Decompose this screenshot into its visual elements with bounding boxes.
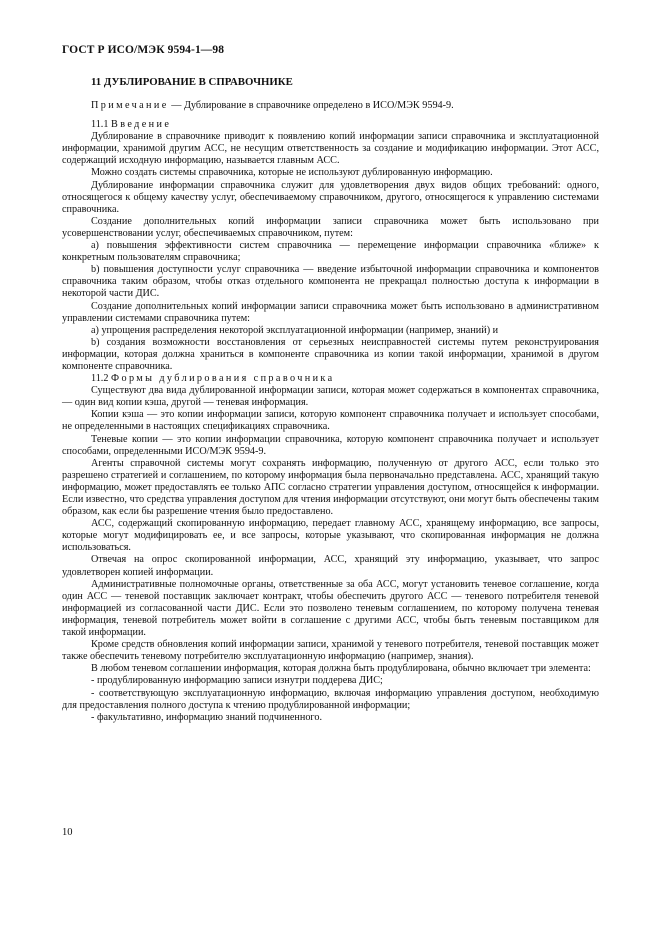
list-item: - продублированную информацию записи изнутри поддерева ДИС; (91, 675, 383, 687)
note-label: Примечание (91, 100, 169, 111)
document-header: ГОСТ Р ИСО/МЭК 9594-1—98 (62, 44, 225, 56)
list-item: - соответствующую эксплуатационную информацию, включая информацию управления доступом, необходимую для предоставления полного доступа к чтению продублированной информации; (62, 687, 599, 711)
document-body (62, 100, 599, 724)
paragraph: Создание дополнительных копий информации записи справочника может быть использовано при усовершенствовании услуг, обеспечиваемых справочником, путем: (62, 215, 599, 239)
list-item: a) упрощения распределения некоторой эксплуатационной информации (например, знаний) и (91, 324, 499, 336)
list-item: a) повышения эффективности систем справочника — перемещение информации справочника «ближе» к конкретным пользователям справочника; (62, 240, 599, 264)
subsection-title: Формы дублирования справочника (111, 373, 335, 385)
paragraph: Создание дополнительных копий информации записи справочника может быть использовано в административном управлении системами справочника путем: (62, 300, 599, 324)
subsection-heading-11-1 (62, 119, 599, 131)
paragraph: Агенты справочной системы могут сохранять информацию, полученную от другого АСС, если только это разрешено стратегией и соглашением, по которому информация была первоначально представлена. АСС, хранящий такую информацию, может предоставлять ее только АПС согласно стратегии управления доступом, относящейся к информации. Если известно, что средства управления доступом для чтения информации отсутствуют, они могут быть обеспечены таким образом, как если бы разрешение чтения было предоставлено. (62, 457, 599, 518)
paragraph: Существуют два вида дублированной информации записи, которая может содержаться в компонентах справочника, — один вид копии кэша, другой — теневая информация. (62, 385, 599, 409)
paragraph: Можно создать системы справочника, которые не используют дублированную информацию. (91, 167, 493, 179)
paragraph: Дублирование в справочнике приводит к появлению копий информации записи справочника и эксплуатационной информации, хранимой другим АСС, не несущим ответственность за создание и модификацию информации. Этот АСС, содержащий исходную информацию, называется главным АСС. (62, 131, 599, 167)
paragraph: Кроме средств обновления копий информации записи, хранимой у теневого потребителя, теневой поставщик может также обеспечить теневому потребителю эксплуатационную информацию (например, знания). (62, 639, 599, 663)
paragraph: В любом теневом соглашении информация, которая должна быть продублирована, обычно включает три элемента: (91, 663, 591, 675)
subsection-number: 11.2 (91, 373, 111, 385)
list-item: b) повышения доступности услуг справочника — введение избыточной информации справочника и компонентов справочника таким образом, чтобы отказ отдельного компонента не прекращал полностью доступа к информации в некоторой части ДИС. (62, 264, 599, 300)
paragraph: АСС, содержащий скопированную информацию, передает главному АСС, хранящему информацию, все запросы, которые могут модифицировать ее, и все запросы, которые указывают, что скопированная информация не должна использоваться. (62, 518, 599, 554)
paragraph: Теневые копии — это копии информации справочника, которую компонент справочника получает и использует способами, определенными ИСО/МЭК 9594-9. (62, 433, 599, 457)
list-item: - факультативно, информацию знаний подчиненного. (91, 711, 322, 723)
section-title: 11 ДУБЛИРОВАНИЕ В СПРАВОЧНИКЕ (91, 76, 293, 88)
paragraph: Административные полномочные органы, ответственные за оба АСС, могут установить теневое соглашение, когда один АСС — теневой поставщик заключает контракт, чтобы обеспечить другого АСС — теневого потребителя теневой информацией из согласованной части ДИС. Если это позволено теневым соглашением, по которому получена теневая информация, теневой потребитель может войти в соглашение с другими АСС, чтобы быть теневым поставщиком для такой информации. (62, 578, 599, 639)
list-item: b) создания возможности восстановления от серьезных неисправностей системы путем реконструирования информации, которая должна храниться в компоненте справочника из копии такой информации, хранимой в другом компоненте справочника. (62, 336, 599, 372)
subsection-title: Введение (111, 119, 172, 131)
subsection-number: 11.1 (91, 119, 111, 131)
note-paragraph (62, 100, 599, 112)
paragraph: Копии кэша — это копии информации записи, которую компонент справочника получает и использует способами, не определенными в настоящих спецификациях справочника. (62, 409, 599, 433)
paragraph: Дублирование информации справочника служит для удовлетворения двух видов общих требований: одного, относящегося к общему качеству услуг, обеспечиваемому справочником, другого, относящегося к управлению системами справочника. (62, 179, 599, 215)
subsection-heading-11-2 (62, 373, 599, 385)
page-number: 10 (62, 827, 73, 838)
paragraph: Отвечая на опрос скопированной информации, АСС, хранящий эту информацию, указывает, что запрос удовлетворен копией информации. (62, 554, 599, 578)
note-text: — Дублирование в справочнике определено в ИСО/МЭК 9594-9. (168, 100, 454, 111)
